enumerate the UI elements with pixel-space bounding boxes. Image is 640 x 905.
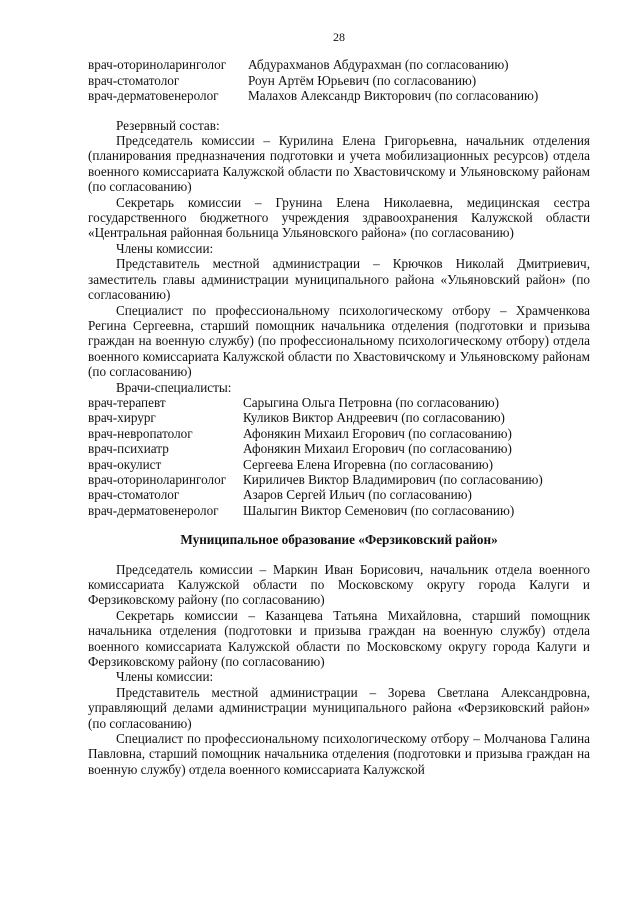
doctor-role: врач-дерматовенеролог [88, 88, 219, 104]
doctor-person: Сарыгина Ольга Петровна (по согласованию) [243, 394, 500, 410]
list-item [88, 441, 590, 456]
doctor-person: Кириличев Виктор Владимирович (по согласованию) [243, 471, 543, 487]
page-number: 28 [333, 30, 345, 44]
reserve-member-admin: Представитель местной администрации – Крючков Николай Дмитриевич, заместитель главы администрации муниципального района «Ульяновский район» (по согласованию) [88, 256, 590, 303]
list-item [88, 88, 590, 103]
list-item [88, 457, 590, 472]
list-item [88, 410, 590, 425]
reserve-heading: Резервный состав: [116, 117, 220, 133]
list-item [88, 395, 590, 410]
list-item [88, 472, 590, 487]
doctor-person: Куликов Виктор Андреевич (по согласованию) [243, 410, 505, 426]
list-item [88, 503, 590, 518]
doctor-role: врач-оториноларинголог [88, 471, 227, 487]
doctor-person: Роун Артём Юрьевич (по согласованию) [248, 72, 477, 88]
doctor-role: врач-стоматолог [88, 487, 180, 503]
reserve-chair: Председатель комиссии – Курилина Елена Григорьевна, начальник отделения (планирования предназначения подготовки и учета мобилизационных ресурсов) отдела военного комиссариата Калужской области по Хвастовичскому и Ульяновскому районам (по согласованию) [88, 133, 590, 195]
doctor-role: врач-окулист [88, 456, 162, 472]
doctor-person: Шалыгин Виктор Семенович (по согласованию) [243, 502, 515, 518]
ferzikovo-members-heading: Члены комиссии: [116, 669, 214, 685]
doctor-role: врач-психиатр [88, 441, 169, 457]
ferzikovo-secretary: Секретарь комиссии – Казанцева Татьяна Михайловна, старший помощник начальника отделения (подготовки и призыва граждан на военную службу) отдела военного комиссариата Калужской области по Московскому округу города Калуги и Ферзиковскому району (по согласованию) [88, 607, 590, 670]
doctor-role: врач-хирург [88, 410, 156, 426]
list-item [88, 426, 590, 441]
doctor-person: Малахов Александр Викторович (по согласованию) [248, 88, 539, 104]
doctor-role: врач-оториноларинголог [88, 57, 227, 73]
ferzikovo-member-admin: Представитель местной администрации – Зорева Светлана Александровна, управляющий делами администрации муниципального района «Ферзиковский район» (по согласованию) [88, 684, 590, 731]
section-heading: Муниципальное образование «Ферзиковский район» [180, 532, 498, 548]
list-item [88, 487, 590, 502]
doctor-role: врач-терапевт [88, 394, 166, 410]
reserve-doctors-heading: Врачи-специалисты: [116, 379, 232, 395]
doctor-person: Афонякин Михаил Егорович (по согласованию) [243, 425, 512, 441]
reserve-members-heading: Члены комиссии: [116, 240, 214, 256]
reserve-secretary: Секретарь комиссии – Грунина Елена Николаевна, медицинская сестра государственного бюджетного учреждения здравоохранения Калужской области «Центральная районная больница Ульяновского района» (по согласованию) [88, 194, 590, 241]
doctor-role: врач-стоматолог [88, 72, 180, 88]
reserve-doctor-list [88, 395, 590, 518]
doctor-role: врач-невропатолог [88, 425, 193, 441]
doctor-person: Сергеева Елена Игоревна (по согласованию) [243, 456, 493, 472]
top-doctor-list [88, 57, 590, 103]
doctor-person: Азаров Сергей Ильич (по согласованию) [243, 487, 472, 503]
doctor-person: Абдурахманов Абдурахман (по согласованию) [248, 57, 509, 73]
ferzikovo-member-psych: Специалист по профессиональному психологическому отбору – Молчанова Галина Павловна, старший помощник начальника отделения (подготовки и призыва граждан на военную службу) отдела военного комиссариата Калужской [88, 731, 590, 777]
doctor-role: врач-дерматовенеролог [88, 502, 219, 518]
doctor-person: Афонякин Михаил Егорович (по согласованию) [243, 441, 512, 457]
ferzikovo-chair: Председатель комиссии – Маркин Иван Борисович, начальник отдела военного комиссариата Калужской области по Московскому округу города Калуги и Ферзиковскому району (по согласованию) [88, 561, 590, 608]
list-item [88, 57, 590, 72]
reserve-member-psych: Специалист по профессиональному психологическому отбору – Храмченкова Регина Сергеевна, старший помощник начальника отделения (подготовки и призыва граждан на военную службу) (по профессиональному психологическому отбору) отдела военного комиссариата Калужской области по Хвастовичскому и Ульяновскому районам (по согласованию) [88, 302, 590, 380]
list-item [88, 73, 590, 88]
